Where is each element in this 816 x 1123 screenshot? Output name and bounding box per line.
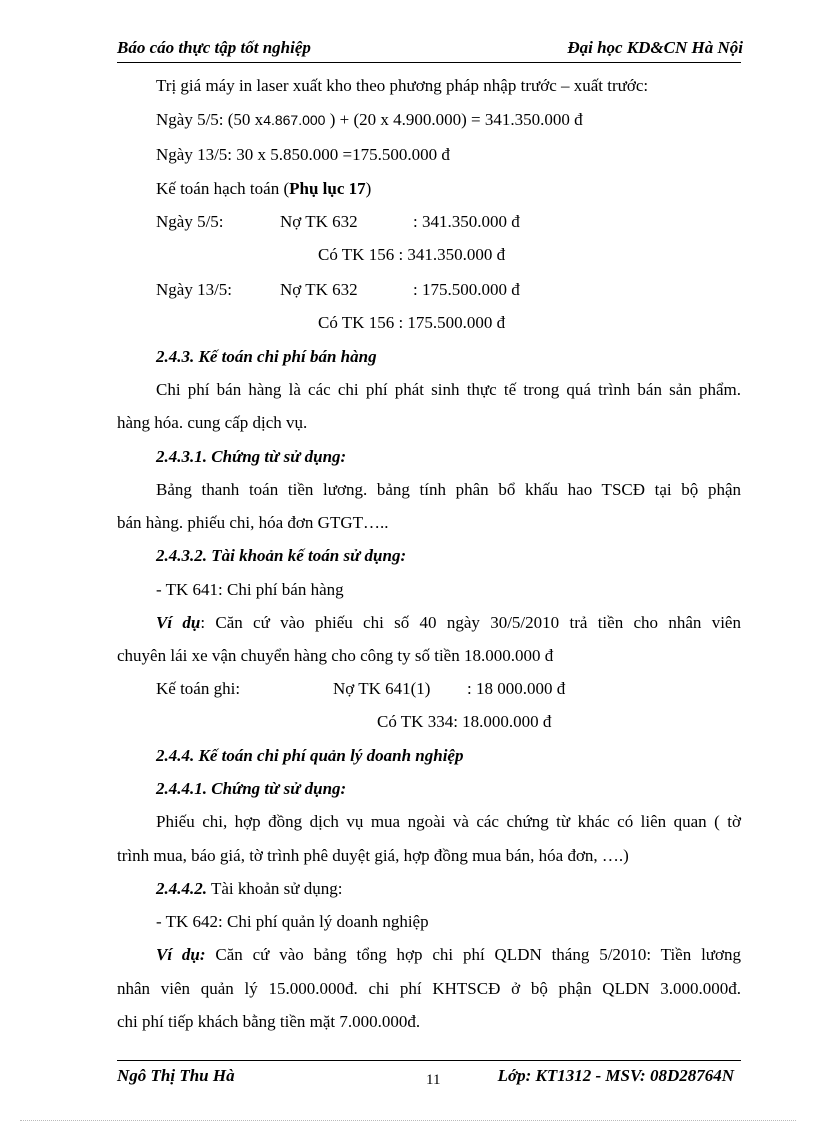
- entry3-credit: Có TK 334: 18.000.000 đ: [377, 712, 552, 731]
- entry1-credit: Có TK 156 : 341.350.000 đ: [318, 245, 506, 264]
- footer-class-info: Lớp: KT1312 - MSV: 08D28764N: [497, 1066, 734, 1085]
- example1-line1: Ví dụ: Căn cứ vào phiếu chi số 40 ngày 30/5/2010 trả tiền cho nhân viên: [156, 613, 741, 632]
- entry3-label: Kế toán ghi:: [156, 679, 241, 698]
- para-2-4-4-1-line1: Phiếu chi, hợp đồng dịch vụ mua ngoài và các chứng từ khác có liên quan ( tờ: [156, 812, 741, 831]
- account-tk642: - TK 642: Chi phí quản lý doanh nghiệp: [156, 912, 429, 931]
- heading-2-4-4-1: 2.4.4.1. Chứng từ sử dụng:: [156, 779, 347, 798]
- account-tk641: - TK 641: Chi phí bán hàng: [156, 580, 344, 599]
- entry3-debit-amount: : 18 000.000 đ: [467, 679, 566, 698]
- para-2-4-3-line2: hàng hóa. cung cấp dịch vụ.: [117, 413, 308, 432]
- body-line-may5-calc: Ngày 5/5: (50 x4.867.000 ) + (20 x 4.900.000) = 341.350.000 đ: [156, 110, 583, 129]
- body-line-may13-calc: Ngày 13/5: 30 x 5.850.000 =175.500.000 đ: [156, 145, 450, 164]
- example1-line2: chuyên lái xe vận chuyển hàng cho công ty số tiền 18.000.000 đ: [117, 646, 554, 665]
- heading-2-4-3: 2.4.3. Kế toán chi phí bán hàng: [156, 347, 377, 366]
- body-line-accounting-ref: Kế toán hạch toán (Phụ lục 17): [156, 179, 372, 198]
- para-2-4-3-1-line1: Bảng thanh toán tiền lương. bảng tính phân bổ khấu hao TSCĐ tại bộ phận: [156, 480, 741, 499]
- appendix-ref: Phụ lục 17: [289, 179, 366, 198]
- para-2-4-4-1-line2: trình mua, báo giá, tờ trình phê duyệt giá, hợp đồng mua bán, hóa đơn, ….): [117, 846, 629, 865]
- body-line-fifo: Trị giá máy in laser xuất kho theo phương pháp nhập trước – xuất trước:: [156, 76, 649, 95]
- entry2-date: Ngày 13/5:: [156, 280, 233, 299]
- heading-2-4-4: 2.4.4. Kế toán chi phí quản lý doanh nghiệp: [156, 746, 464, 765]
- example2-label: Ví dụ:: [156, 945, 206, 964]
- entry2-credit: Có TK 156 : 175.500.000 đ: [318, 313, 506, 332]
- entry1-debit-amount: : 341.350.000 đ: [413, 212, 520, 231]
- entry1-debit: Nợ TK 632: [280, 212, 358, 231]
- heading-2-4-3-2: 2.4.3.2. Tài khoản kế toán sử dụng:: [156, 546, 407, 565]
- entry3-debit: Nợ TK 641(1): [333, 679, 431, 698]
- unit-price: 4.867.000: [263, 112, 326, 128]
- example2-line3: chi phí tiếp khách bằng tiền mặt 7.000.000đ.: [117, 1012, 421, 1031]
- para-2-4-3-1-line2: bán hàng. phiếu chi, hóa đơn GTGT…..: [117, 513, 389, 532]
- footer-divider: [117, 1060, 741, 1061]
- page-number: 11: [426, 1072, 441, 1088]
- page-edge-dotted-line: [20, 1120, 796, 1121]
- example1-label: Ví dụ: [156, 613, 201, 632]
- header-left-title: Báo cáo thực tập tốt nghiệp: [117, 38, 311, 57]
- heading-2-4-3-1: 2.4.3.1. Chứng từ sử dụng:: [156, 447, 347, 466]
- header-divider: [117, 62, 741, 63]
- footer-author: Ngô Thị Thu Hà: [117, 1066, 235, 1085]
- para-2-4-3-line1: Chi phí bán hàng là các chi phí phát sinh thực tế trong quá trình bán sản phẩm.: [156, 380, 741, 399]
- entry1-date: Ngày 5/5:: [156, 212, 224, 231]
- heading-2-4-4-2: 2.4.4.2. Tài khoản sử dụng:: [156, 879, 343, 898]
- header-right-title: Đại học KD&CN Hà Nội: [567, 38, 743, 57]
- entry2-debit-amount: : 175.500.000 đ: [413, 280, 520, 299]
- entry2-debit: Nợ TK 632: [280, 280, 358, 299]
- example2-line2: nhân viên quản lý 15.000.000đ. chi phí KHTSCĐ ở bộ phận QLDN 3.000.000đ.: [117, 979, 741, 998]
- example2-line1: Ví dụ: Căn cứ vào bảng tổng hợp chi phí QLDN tháng 5/2010: Tiền lương: [156, 945, 741, 964]
- heading-2-4-4-2-number: 2.4.4.2.: [156, 879, 207, 898]
